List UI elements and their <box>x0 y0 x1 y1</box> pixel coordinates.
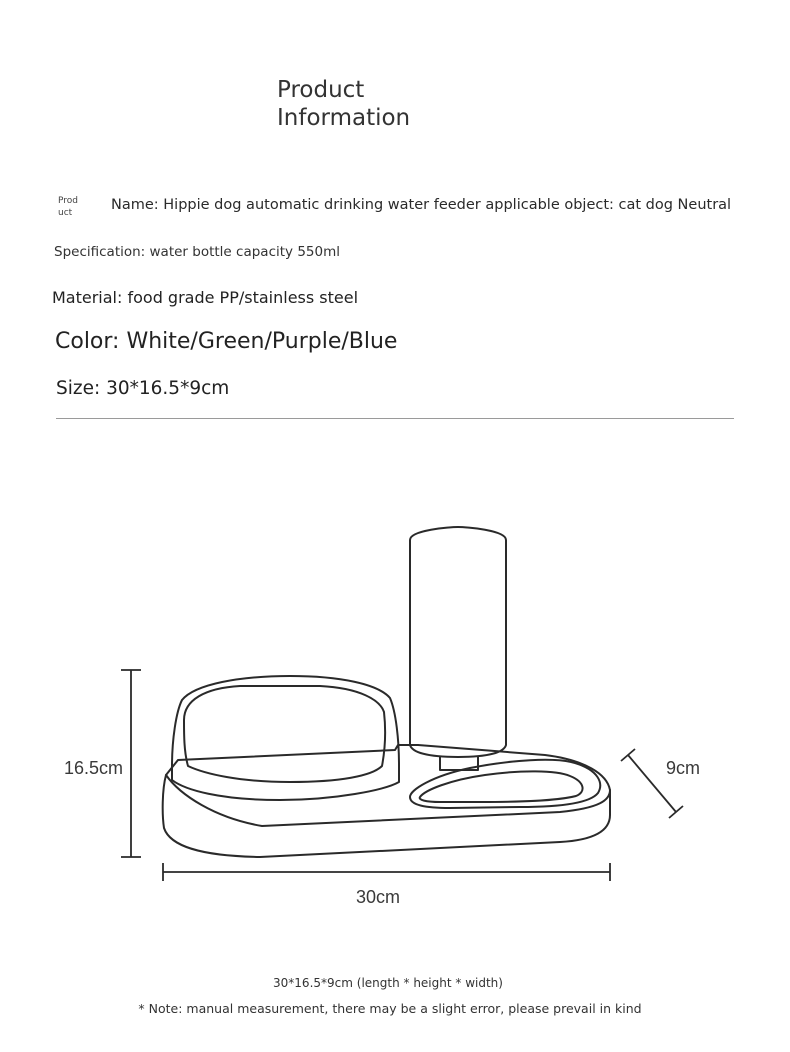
color-text: Color: White/Green/Purple/Blue <box>55 329 398 354</box>
page-title-line-1: Product <box>277 77 365 103</box>
section-divider <box>56 418 734 419</box>
water-bottle <box>410 527 506 757</box>
depth-dimension-cap-bottom <box>669 806 683 818</box>
product-name-text: Name: Hippie dog automatic drinking water feeder applicable object: cat dog Neutral <box>111 197 732 213</box>
measurement-note: * Note: manual measurement, there may be a slight error, please prevail in kind <box>138 1001 642 1016</box>
food-bowl-inner <box>184 686 385 782</box>
depth-dimension-cap-top <box>621 749 635 761</box>
product-label-part-1: Prod <box>58 196 78 206</box>
height-label: 16.5cm <box>64 758 124 778</box>
dimensions-caption: 30*16.5*9cm (length * height * width) <box>273 976 503 990</box>
depth-label: 9cm <box>666 758 701 778</box>
feeder-dimension-illustration <box>0 500 790 920</box>
water-dish-outer <box>410 760 600 808</box>
product-label-part-2: uct <box>58 208 73 218</box>
specification-text: Specification: water bottle capacity 550ml <box>54 244 340 260</box>
page-title-line-2: Information <box>277 105 411 131</box>
size-text: Size: 30*16.5*9cm <box>56 378 230 399</box>
material-text: Material: food grade PP/stainless steel <box>52 288 359 307</box>
width-label: 30cm <box>356 887 401 907</box>
